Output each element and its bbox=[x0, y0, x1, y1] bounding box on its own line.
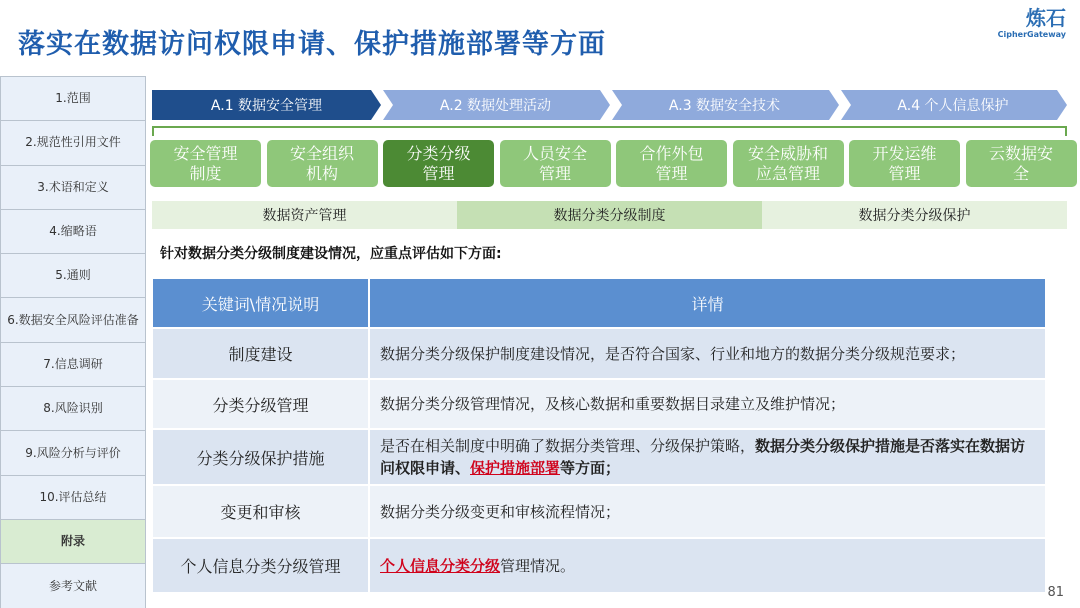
process-steps bbox=[152, 90, 1067, 120]
header-keyword: 关键词\情况说明 bbox=[153, 279, 370, 327]
cat-line1: 云数据安 bbox=[988, 143, 1053, 163]
table-row bbox=[153, 484, 1045, 537]
row-detail bbox=[370, 539, 1045, 592]
step-data-processing[interactable] bbox=[381, 90, 610, 120]
step-data-security-management[interactable] bbox=[152, 90, 381, 120]
cat-line1: 合作外包 bbox=[639, 143, 704, 163]
row-detail: 数据分类分级变更和审核流程情况； bbox=[380, 502, 621, 521]
sidebar-item-risk-analysis[interactable]: 9.风险分析与评价 bbox=[1, 431, 145, 475]
cat-line1: 分类分级 bbox=[406, 143, 471, 163]
cat-personnel-security[interactable] bbox=[500, 140, 611, 187]
sidebar-item-general[interactable]: 5.通则 bbox=[1, 254, 145, 298]
detail-text: 管理情况。 bbox=[500, 556, 576, 575]
cat-cloud-data-security[interactable] bbox=[966, 140, 1077, 187]
sidebar-item-terms[interactable]: 3.术语和定义 bbox=[1, 166, 145, 210]
sidebar-item-info-survey[interactable]: 7.信息调研 bbox=[1, 343, 145, 387]
cat-line2: 管理 bbox=[538, 163, 571, 183]
tab-classification-policy[interactable]: 数据分类分级制度 bbox=[457, 201, 762, 229]
cat-line2: 机构 bbox=[305, 163, 338, 183]
sidebar-item-summary[interactable]: 10.评估总结 bbox=[1, 476, 145, 520]
cat-line2: 应急管理 bbox=[755, 163, 820, 183]
sidebar-item-scope[interactable]: 1.范围 bbox=[1, 77, 145, 121]
step-data-security-tech[interactable] bbox=[610, 90, 839, 120]
cat-security-policy[interactable] bbox=[150, 140, 261, 187]
page-title: 落实在数据访问权限申请、保护措施部署等方面 bbox=[18, 29, 606, 60]
step-label: A.2 数据处理活动 bbox=[439, 98, 552, 114]
sidebar-item-assessment-prep[interactable]: 6.数据安全风险评估准备 bbox=[1, 298, 145, 342]
header-detail: 详情 bbox=[691, 294, 724, 314]
cat-classification-management[interactable] bbox=[383, 140, 494, 187]
cat-line1: 开发运维 bbox=[872, 143, 937, 163]
table-header bbox=[153, 279, 1045, 327]
cat-line1: 安全威胁和 bbox=[747, 143, 828, 163]
cat-line2: 管理 bbox=[655, 163, 688, 183]
table-row bbox=[153, 378, 1045, 428]
detail-highlight: 个人信息分类分级 bbox=[380, 556, 501, 575]
tab-data-asset-management[interactable]: 数据资产管理 bbox=[152, 201, 457, 229]
sidebar-nav bbox=[0, 76, 146, 608]
cat-line1: 人员安全 bbox=[522, 143, 587, 163]
cat-line2: 全 bbox=[1012, 163, 1029, 183]
table-row bbox=[153, 537, 1045, 592]
sidebar-item-abbreviations[interactable]: 4.缩略语 bbox=[1, 210, 145, 254]
sidebar-item-risk-identification[interactable]: 8.风险识别 bbox=[1, 387, 145, 431]
lead-text: 针对数据分类分级制度建设情况，应重点评估如下方面: bbox=[160, 246, 502, 262]
cat-threat-emergency[interactable] bbox=[733, 140, 844, 187]
step-label: A.1 数据安全管理 bbox=[210, 98, 323, 114]
detail-highlight: 保护措施部署 bbox=[470, 459, 561, 477]
detail-bold-text: 等方面； bbox=[560, 459, 621, 477]
table-row bbox=[153, 428, 1045, 484]
step-personal-info[interactable] bbox=[839, 90, 1067, 120]
step-label: A.4 个人信息保护 bbox=[897, 98, 1009, 114]
cat-line1: 安全管理 bbox=[173, 143, 238, 163]
row-detail: 数据分类分级保护制度建设情况，是否符合国家、行业和地方的数据分类分级规范要求； bbox=[380, 344, 966, 363]
sidebar-item-appendix[interactable]: 附录 bbox=[1, 520, 145, 564]
assessment-table bbox=[153, 279, 1045, 592]
detail-text: 是否在相关制度中明确了数据分类管理、分级保护策略， bbox=[380, 437, 756, 455]
table-row bbox=[153, 327, 1045, 378]
brand-logo bbox=[998, 6, 1066, 39]
tab-classification-protection[interactable]: 数据分类分级保护 bbox=[762, 201, 1067, 229]
cat-outsourcing[interactable] bbox=[616, 140, 727, 187]
sidebar-item-normative-references[interactable]: 2.规范性引用文件 bbox=[1, 121, 145, 165]
row-key: 个人信息分类分级管理 bbox=[153, 539, 370, 592]
cat-security-org[interactable] bbox=[267, 140, 378, 187]
cat-line2: 管理 bbox=[888, 163, 921, 183]
sidebar-item-references[interactable]: 参考文献 bbox=[1, 564, 145, 608]
cat-line1: 安全组织 bbox=[289, 143, 354, 163]
cat-devops[interactable] bbox=[849, 140, 960, 187]
logo-en: CipherGateway bbox=[997, 30, 1066, 39]
row-key: 制度建设 bbox=[153, 329, 370, 378]
page-number: 81 bbox=[1047, 585, 1064, 600]
cat-line2: 制度 bbox=[189, 163, 222, 183]
category-buttons bbox=[150, 140, 1068, 187]
cat-line2: 管理 bbox=[422, 163, 455, 183]
row-detail: 数据分类分级管理情况，及核心数据和重要数据目录建立及维护情况； bbox=[380, 395, 846, 413]
logo-cn: 炼石 bbox=[1026, 6, 1066, 30]
detail-bold-text: 数据分类分级保护措施是否落实在数据访问权限申请、 bbox=[380, 437, 1026, 477]
group-bracket bbox=[152, 126, 1067, 136]
sub-tabs bbox=[152, 201, 1067, 229]
row-key: 分类分级管理 bbox=[153, 380, 370, 428]
row-detail bbox=[370, 430, 1045, 484]
row-key: 分类分级保护措施 bbox=[153, 430, 370, 484]
step-label: A.3 数据安全技术 bbox=[668, 98, 781, 114]
row-key: 变更和审核 bbox=[153, 486, 370, 537]
